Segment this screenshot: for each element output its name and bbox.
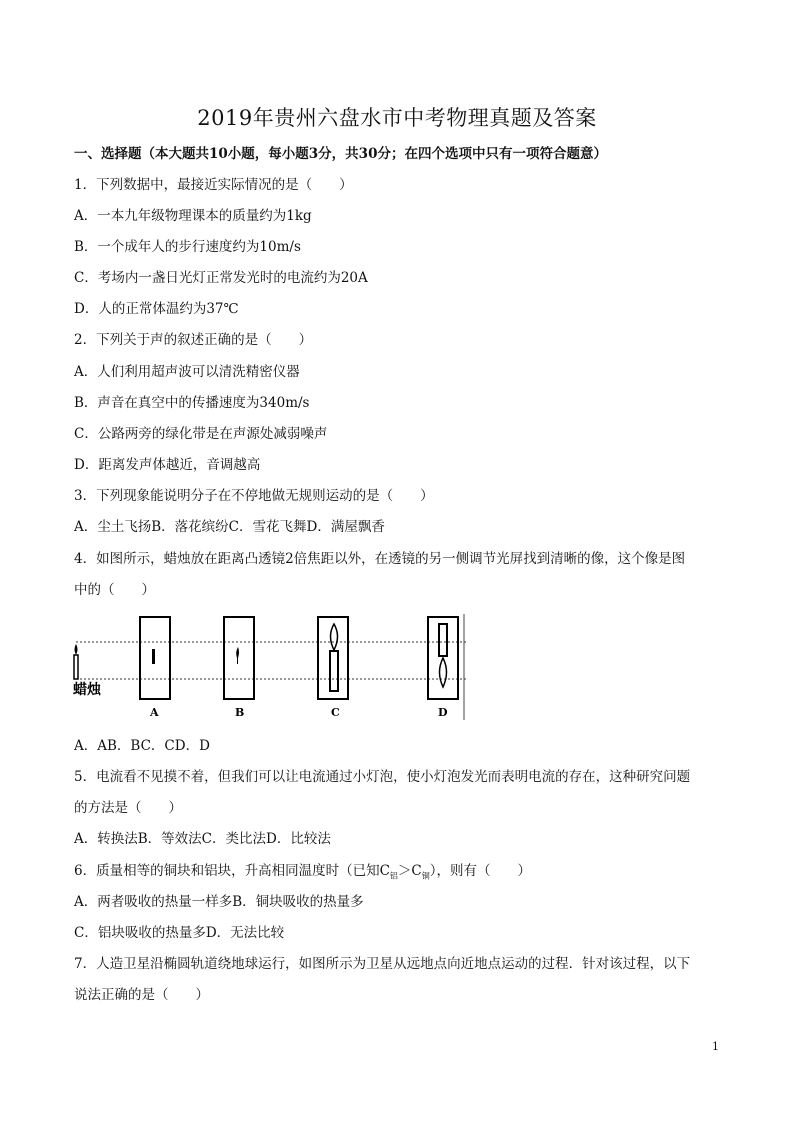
option-b-screen — [224, 617, 254, 699]
figure-label-d: D — [438, 706, 448, 719]
lens-image-figure — [72, 612, 468, 722]
option-a-screen — [140, 617, 170, 699]
option-c-screen — [318, 617, 348, 699]
q2-stem: 2．下列关于声的叙述正确的是（ ） — [74, 332, 313, 348]
q1-stem: 1．下列数据中，最接近实际情况的是（ ） — [74, 177, 353, 193]
section-heading: 一、选择题（本大题共10小题，每小题3分，共30分；在四个选项中只有一项符合题意） — [74, 146, 607, 162]
q6-stem-post: ），则有（ ） — [429, 863, 532, 879]
q2-option-b: B．声音在真空中的传播速度为340m/s — [74, 395, 310, 411]
q6-options-line2: C．铝块吸收的热量多D．无法比较 — [74, 925, 285, 941]
q2-option-d: D．距离发声体越近，音调越高 — [74, 457, 261, 473]
option-c-image — [330, 651, 338, 691]
page-title: 2019年贵州六盘水市中考物理真题及答案 — [197, 106, 597, 130]
q6-sub-al: 铝 — [389, 871, 398, 881]
q1-option-c: C．考场内一盏日光灯正常发光时的电流约为20A — [74, 270, 368, 286]
q5-options: A．转换法B．等效法C．类比法D．比较法 — [74, 831, 331, 847]
q5-stem-line1: 5．电流看不见摸不着，但我们可以让电流通过小灯泡，使小灯泡发光而表明电流的存在，这种研究问题 — [74, 769, 691, 785]
q7-stem-line1: 7．人造卫星沿椭圆轨道绕地球运行，如图所示为卫星从远地点向近地点运动的过程．针对该过程，以下 — [74, 956, 691, 972]
q3-stem: 3．下列现象能说明分子在不停地做无规则运动的是（ ） — [74, 488, 434, 504]
q6-stem — [74, 862, 531, 886]
option-b-image — [236, 647, 239, 664]
q2-option-a: A．人们利用超声波可以清洗精密仪器 — [74, 364, 300, 380]
q1-option-d: D．人的正常体温约为37℃ — [74, 301, 239, 317]
q6-options-line1: A．两者吸收的热量一样多B．铜块吸收的热量多 — [74, 894, 364, 910]
option-d-screen — [428, 617, 458, 699]
page-number: 1 — [712, 1040, 719, 1053]
q6-stem-mid: ＞C — [397, 863, 422, 879]
q7-stem-line2: 说法正确的是（ ） — [74, 987, 209, 1003]
q3-options: A．尘土飞扬B．落花缤纷C．雪花飞舞D．满屋飘香 — [74, 519, 385, 535]
candle-label: 蜡烛 — [73, 682, 101, 698]
candle-icon — [74, 644, 78, 679]
figure-label-c: C — [331, 706, 340, 719]
figure-label-b: B — [235, 706, 245, 719]
q5-stem-line2: 的方法是（ ） — [74, 800, 182, 816]
q4-options: A．AB．BC．CD．D — [74, 738, 210, 754]
q1-option-b: B．一个成年人的步行速度约为10m/s — [74, 239, 301, 255]
figure-label-a: A — [150, 706, 159, 719]
q1-option-a: A．一本九年级物理课本的质量约为1kg — [74, 208, 312, 224]
q4-stem-line1: 4．如图所示，蜡烛放在距离凸透镜2倍焦距以外，在透镜的另一侧调节光屏找到清晰的像，这个像是图 — [74, 551, 686, 567]
q4-stem-line2: 中的（ ） — [74, 582, 155, 598]
q6-stem-pre: 6．质量相等的铜块和铝块，升高相同温度时（已知C — [74, 863, 390, 879]
option-d-image — [439, 624, 447, 656]
q6-sub-cu: 铜 — [421, 871, 430, 881]
option-a-image — [152, 649, 155, 664]
q2-option-c: C．公路两旁的绿化带是在声源处减弱噪声 — [74, 426, 328, 442]
